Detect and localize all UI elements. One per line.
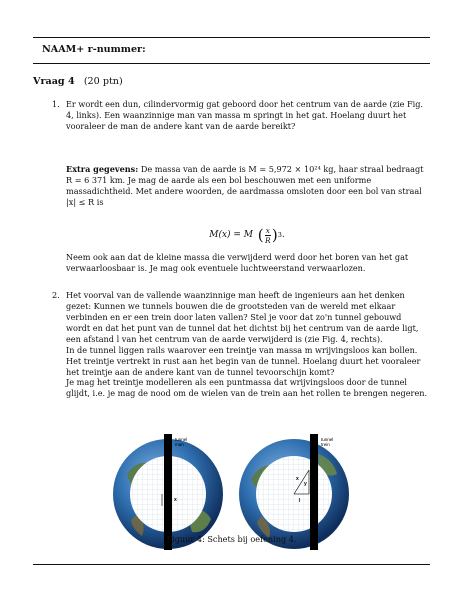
tunnel-shaft xyxy=(164,434,172,550)
tunnel-label-line2: trein xyxy=(321,442,330,447)
extra-data-label: Extra gegevens: xyxy=(66,164,139,174)
question-title xyxy=(33,76,123,87)
top-rule xyxy=(33,37,430,38)
formula-exponent: 3 xyxy=(277,231,282,239)
question-number: Vraag 4 xyxy=(33,76,75,87)
item1-paragraph-intro: Er wordt een dun, cilindervormig gat geboord door het centrum van de aarde (zie Fig. 4, links). Een waanzinnige man van massa m springt in het gat. Hoelang duurt het vooraleer de man de andere kant van de aarde bereikt? xyxy=(66,99,423,131)
item2-paragraph-train: In de tunnel liggen rails waarover een treintje van massa m wrijvingsloos kan bollen. Het treintje vertrekt in rust aan het begin van de tunnel. Hoelang duurt het vooraleer het treintje aan de andere kant van de tunnel tevoorschijn komt? xyxy=(66,345,421,377)
item-number-2: 2. xyxy=(52,290,60,300)
header-rule xyxy=(33,63,430,64)
item1-extra-data xyxy=(66,164,428,208)
l-label: l xyxy=(299,498,301,504)
y-label: y xyxy=(304,481,307,487)
figure-left-earth xyxy=(107,434,229,550)
figure-caption: Figuur 4: Schets bij oefening 4. xyxy=(166,534,297,544)
formula-numerator: x xyxy=(265,225,270,235)
item1-paragraph-assumptions: Neem ook aan dat de kleine massa die verwijderd werd door het boren van het gat verwaarloosbaar is. Je mag ook eventuele luchtweerstand verwaarlozen. xyxy=(66,252,409,273)
figure-right-earth xyxy=(233,434,355,550)
name-field-label: NAAM+ r-nummer: xyxy=(42,44,146,55)
x-label: x xyxy=(296,476,299,482)
tunnel-shaft xyxy=(310,434,318,550)
tunnel-label-line1: tunnel xyxy=(175,437,188,442)
mass-formula: M(x) = M ( $\frac{x}{R}$ ) 3 . xyxy=(209,225,285,245)
item-number-1: 1. xyxy=(52,99,60,109)
formula-denominator: R xyxy=(264,235,271,245)
x-label: x xyxy=(174,497,177,503)
extra-data-text: De massa van de aarde is M = 5,972 × 10²⁴ kg, haar straal bedraagt R = 6 371 km. Je mag de aarde als een bol beschouwen met een uniforme massadichtheid. Met andere woorden, de aardmassa omsloten door een bol van straal |x| ≤ R is xyxy=(66,164,424,207)
formula-lhs: M(x) = M xyxy=(209,230,254,240)
formula-fraction xyxy=(265,226,271,245)
item2-paragraph-model: Je mag het treintje modelleren als een puntmassa dat wrijvingsloos door de tunnel glijdt, i.e. je mag de nood om de wielen van de trein aan het rollen te brengen negeren. xyxy=(66,377,428,398)
tunnel-label-line1: tunnel xyxy=(321,437,334,442)
question-points: (20 ptn) xyxy=(83,76,123,87)
bottom-rule xyxy=(33,564,430,565)
tunnel-label-line2: man xyxy=(175,442,184,447)
item2-paragraph-intro: Het voorval van de vallende waanzinnige man heeft de ingenieurs aan het denken gezet: Kunnen we tunnels bouwen die de grootsteden van de wereld met elkaar verbinden en er een trein door laten vallen? Stel je voor dat zo'n tunnel gebouwd wordt en dat het punt van de tunnel dat het dichtst bij het centrum van de aarde ligt, een afstand l van het centrum van de aarde verwijderd is (zie Fig. 4, rechts). xyxy=(66,290,419,344)
